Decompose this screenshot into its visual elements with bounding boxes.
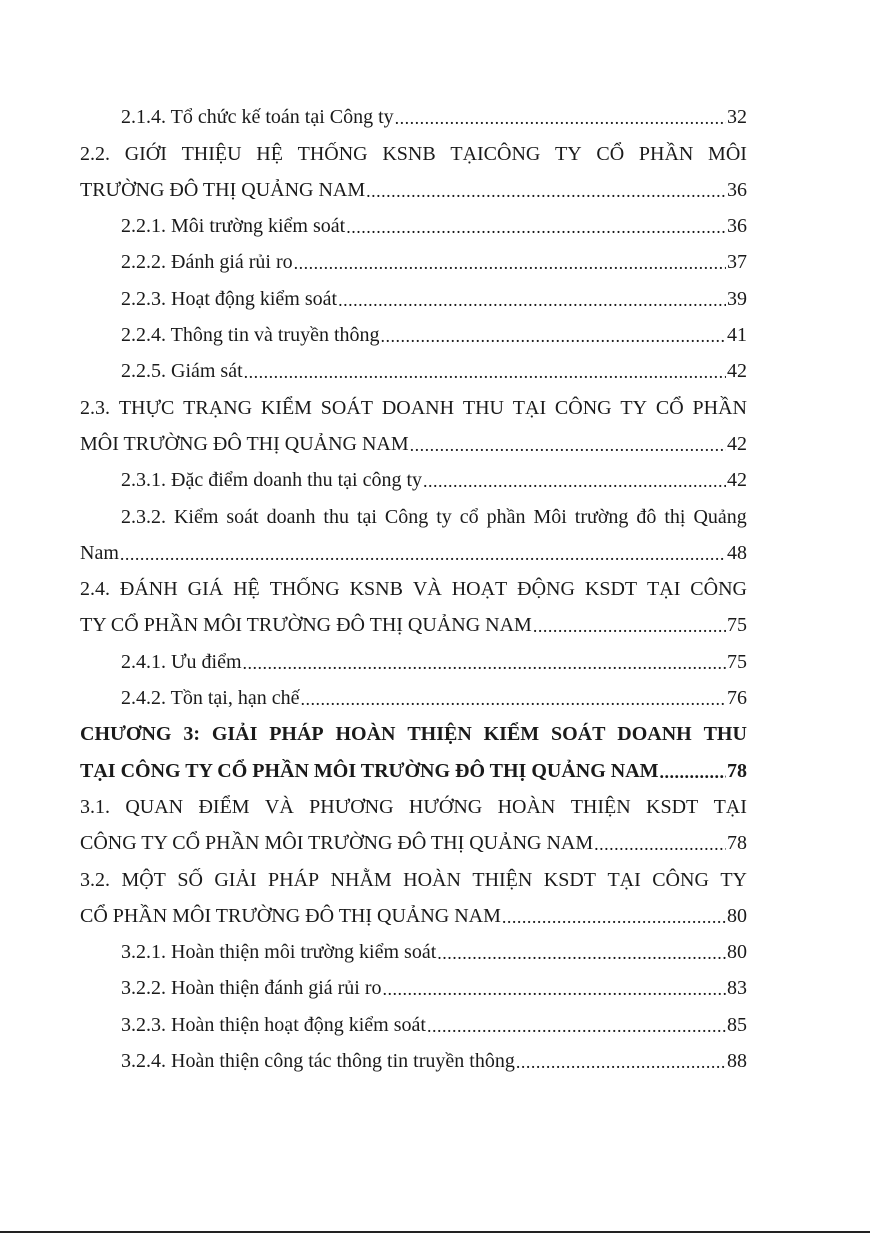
toc-dot-leader — [381, 327, 727, 347]
toc-entry[interactable] — [80, 1004, 747, 1040]
toc-word: CÔNG — [652, 868, 709, 891]
toc-page-number: 39 — [727, 287, 747, 310]
toc-word: KSNB — [349, 578, 403, 601]
toc-word: 3.1. — [80, 795, 110, 818]
toc-entry-title: 2.2.2. Đánh giá rủi ro — [121, 251, 293, 274]
toc-heading-line[interactable] — [80, 496, 747, 532]
toc-word: THU — [703, 723, 747, 746]
toc-word: PHẦN — [692, 396, 747, 419]
toc-dot-leader — [243, 654, 726, 674]
toc-dot-leader — [338, 291, 726, 311]
toc-page-number: 80 — [727, 941, 747, 964]
toc-entry-title: 3.2.2. Hoàn thiện đánh giá rủi ro — [121, 977, 382, 1000]
toc-word: doanh — [266, 505, 316, 528]
toc-heading-words — [80, 577, 747, 601]
toc-word: HỆ — [233, 578, 260, 601]
toc-word: trường — [574, 505, 629, 528]
toc-word: PHẦN — [638, 142, 694, 165]
toc-entry[interactable] — [80, 206, 747, 242]
toc-dot-leader — [366, 182, 726, 202]
toc-word: thị — [664, 505, 686, 528]
toc-word: THIỆN — [570, 795, 631, 818]
toc-word: Quảng — [693, 505, 747, 528]
toc-word: CHƯƠNG — [80, 723, 172, 746]
toc-word: 2.3. — [80, 396, 110, 419]
toc-entry-title: TRƯỜNG ĐÔ THỊ QUẢNG NAM — [80, 178, 366, 201]
toc-word: 2.3.2. — [121, 505, 166, 528]
toc-dot-leader — [410, 436, 726, 456]
toc-entry-title: 2.4.1. Ưu điểm — [121, 650, 242, 673]
toc-word: 2.4. — [80, 578, 110, 601]
toc-word: THIỆN — [407, 723, 472, 746]
toc-entry[interactable] — [80, 278, 747, 314]
toc-heading-tail[interactable] — [80, 424, 747, 460]
toc-word: HOÀN — [497, 795, 556, 818]
toc-entry-title: 2.4.2. Tồn tại, hạn chế — [121, 687, 300, 710]
toc-dot-leader — [516, 1053, 726, 1073]
toc-entry[interactable] — [80, 641, 747, 677]
toc-entry[interactable] — [80, 242, 747, 278]
bottom-rule — [0, 1231, 870, 1233]
toc-heading-tail[interactable] — [80, 896, 747, 932]
toc-entry-title: 3.2.3. Hoàn thiện hoạt động kiểm soát — [121, 1013, 426, 1036]
toc-word: VÀ — [412, 578, 442, 601]
toc-dot-leader — [427, 1017, 726, 1037]
toc-page-number: 48 — [727, 541, 747, 564]
toc-page-number: 78 — [727, 832, 747, 855]
toc-word: TẠI — [647, 578, 681, 601]
toc-word: phần — [486, 505, 526, 528]
toc-entry-title: 2.2.4. Thông tin và truyền thông — [121, 324, 380, 347]
toc-page-number: 36 — [727, 178, 747, 201]
toc-word: THU — [462, 396, 504, 419]
toc-word: HỆ — [256, 142, 283, 165]
toc-dot-leader — [395, 109, 726, 129]
toc-word: ĐÁNH — [119, 578, 178, 601]
toc-word: GIẢI — [214, 868, 257, 891]
toc-entry-title: 2.2.1. Môi trường kiểm soát — [121, 215, 346, 238]
toc-page-number: 42 — [727, 432, 747, 455]
toc-entry-title: Nam — [80, 541, 119, 564]
toc-word: TRẠNG — [183, 396, 253, 419]
toc-word: đô — [636, 505, 657, 528]
toc-page-number: 32 — [727, 106, 747, 129]
toc-dot-leader — [423, 472, 726, 492]
toc-word: CÔNG — [554, 396, 612, 419]
toc-word: NHẰM — [330, 868, 392, 891]
toc-word: ĐỘNG — [517, 578, 575, 601]
toc-word: TY — [555, 142, 582, 165]
toc-dot-leader — [346, 218, 726, 238]
toc-word: SỐ — [177, 868, 203, 891]
toc-word: TY — [720, 868, 747, 891]
toc-dot-leader — [244, 363, 726, 383]
toc-entry-title: 3.2.4. Hoàn thiện công tác thông tin truyền thông — [121, 1050, 515, 1073]
toc-entry-title: MÔI TRƯỜNG ĐÔ THỊ QUẢNG NAM — [80, 432, 409, 455]
toc-word: PHÁP — [268, 868, 320, 891]
toc-page-number: 80 — [727, 904, 747, 927]
toc-page-number: 41 — [727, 324, 747, 347]
toc-page-number: 75 — [727, 614, 747, 637]
toc-page-number: 37 — [727, 251, 747, 274]
toc-word: THỐNG — [297, 142, 368, 165]
toc-page-number: 83 — [727, 977, 747, 1000]
toc-word: KSDT — [584, 578, 638, 601]
toc-word: TY — [620, 396, 648, 419]
toc-word: 2.2. — [80, 142, 110, 165]
toc-entry[interactable] — [80, 351, 747, 387]
toc-heading-line[interactable] — [80, 714, 747, 750]
toc-entry-title: TY CỔ PHẦN MÔI TRƯỜNG ĐÔ THỊ QUẢNG NAM — [80, 614, 532, 637]
toc-entry-title: CỔ PHẦN MÔI TRƯỜNG ĐÔ THỊ QUẢNG NAM — [80, 904, 501, 927]
toc-page-number: 42 — [727, 469, 747, 492]
toc-dot-leader — [437, 944, 726, 964]
toc-page-number: 78 — [727, 759, 747, 782]
toc-word: TẠI — [713, 795, 747, 818]
toc-heading-words — [80, 722, 747, 746]
toc-entry[interactable] — [80, 460, 747, 496]
toc-page-number: 42 — [727, 360, 747, 383]
toc-word: ty — [436, 505, 452, 528]
toc-word: THIỆN — [472, 868, 533, 891]
toc-entry-title: 2.2.5. Giám sát — [121, 360, 243, 383]
toc-word: KIỂM — [260, 396, 312, 419]
toc-entry[interactable] — [80, 932, 747, 968]
toc-dot-leader — [300, 690, 726, 710]
toc-dot-leader — [594, 835, 726, 855]
toc-word: 3.2. — [80, 868, 110, 891]
toc-heading-line[interactable] — [80, 387, 747, 423]
toc-dot-leader — [660, 763, 726, 783]
toc-heading-words — [80, 396, 747, 420]
toc-heading-line[interactable] — [80, 133, 747, 169]
toc-word: soát — [226, 505, 259, 528]
toc-heading-tail[interactable] — [80, 533, 747, 569]
toc-page-number: 36 — [727, 215, 747, 238]
toc-entry-title: 2.2.3. Hoạt động kiểm soát — [121, 287, 338, 310]
toc-dot-leader — [533, 617, 726, 637]
table-of-contents — [80, 97, 747, 1077]
toc-heading-words — [80, 142, 747, 166]
toc-word: THỐNG — [269, 578, 340, 601]
toc-dot-leader — [294, 254, 726, 274]
toc-word: DOANH — [381, 396, 455, 419]
toc-heading-line[interactable] — [80, 787, 747, 823]
toc-entry-title: 3.2.1. Hoàn thiện môi trường kiểm soát — [121, 941, 437, 964]
toc-word: GIỚI — [124, 142, 167, 165]
toc-word: TẠICÔNG — [450, 142, 541, 165]
toc-word: Kiểm — [173, 505, 219, 528]
toc-word: CÔNG — [690, 578, 747, 601]
toc-heading-tail[interactable] — [80, 750, 747, 786]
toc-heading-tail[interactable] — [80, 605, 747, 641]
toc-word: TẠI — [607, 868, 641, 891]
toc-word: KSDT — [646, 795, 699, 818]
toc-word: THIỆU — [181, 142, 242, 165]
toc-word: MỘT — [121, 868, 166, 891]
toc-heading-words — [80, 868, 747, 892]
toc-word: Môi — [533, 505, 567, 528]
toc-dot-leader — [502, 908, 726, 928]
toc-word: Công — [384, 505, 429, 528]
toc-entry[interactable] — [80, 968, 747, 1004]
toc-word: GIÁ — [187, 578, 224, 601]
toc-word: THỰC — [118, 396, 175, 419]
toc-dot-leader — [383, 980, 727, 1000]
toc-word: HOẠT — [451, 578, 508, 601]
toc-word: HOÀN — [403, 868, 461, 891]
toc-word: SOÁT — [551, 723, 606, 746]
toc-word: cổ — [459, 505, 479, 528]
toc-word: VÀ — [264, 795, 294, 818]
toc-word: KIỂM — [483, 723, 540, 746]
toc-word: ĐIỂM — [198, 795, 250, 818]
toc-word: HOÀN — [335, 723, 396, 746]
toc-entry[interactable] — [80, 1041, 747, 1077]
toc-page-number: 76 — [727, 687, 747, 710]
toc-entry-title: CÔNG TY CỔ PHẦN MÔI TRƯỜNG ĐÔ THỊ QUẢNG NAM — [80, 832, 594, 855]
toc-heading-tail[interactable] — [80, 170, 747, 206]
toc-entry[interactable] — [80, 315, 747, 351]
toc-word: SOÁT — [320, 396, 374, 419]
toc-word: CỔ — [655, 396, 684, 419]
toc-word: KSNB — [382, 142, 436, 165]
toc-heading-tail[interactable] — [80, 823, 747, 859]
toc-word: GIẢI — [211, 723, 258, 746]
toc-word: QUAN — [125, 795, 184, 818]
toc-dot-leader — [120, 545, 726, 565]
toc-word: TẠI — [512, 396, 547, 419]
toc-page-number: 85 — [727, 1013, 747, 1036]
toc-word: 3: — [183, 723, 200, 746]
toc-word: HƯỚNG — [408, 795, 483, 818]
toc-word: DOANH — [617, 723, 692, 746]
toc-entry-title: TẠI CÔNG TY CỔ PHẦN MÔI TRƯỜNG ĐÔ THỊ QUẢNG NAM — [80, 759, 659, 782]
toc-word: thu — [323, 505, 349, 528]
toc-word: MÔI — [708, 142, 747, 165]
toc-word: PHÁP — [269, 723, 324, 746]
toc-page-number: 88 — [727, 1050, 747, 1073]
toc-word: tại — [356, 505, 377, 528]
toc-word: CỔ — [596, 142, 625, 165]
toc-word: PHƯƠNG — [309, 795, 394, 818]
toc-word: KSDT — [543, 868, 597, 891]
toc-page-number: 75 — [727, 650, 747, 673]
toc-heading-words — [80, 795, 747, 819]
toc-entry-title: 2.1.4. Tổ chức kế toán tại Công ty — [121, 106, 394, 129]
toc-entry[interactable] — [80, 97, 747, 133]
toc-heading-line[interactable] — [80, 569, 747, 605]
toc-entry-title: 2.3.1. Đặc điểm doanh thu tại công ty — [121, 469, 423, 492]
toc-heading-line[interactable] — [80, 859, 747, 895]
toc-heading-words — [121, 505, 747, 529]
toc-entry[interactable] — [80, 678, 747, 714]
